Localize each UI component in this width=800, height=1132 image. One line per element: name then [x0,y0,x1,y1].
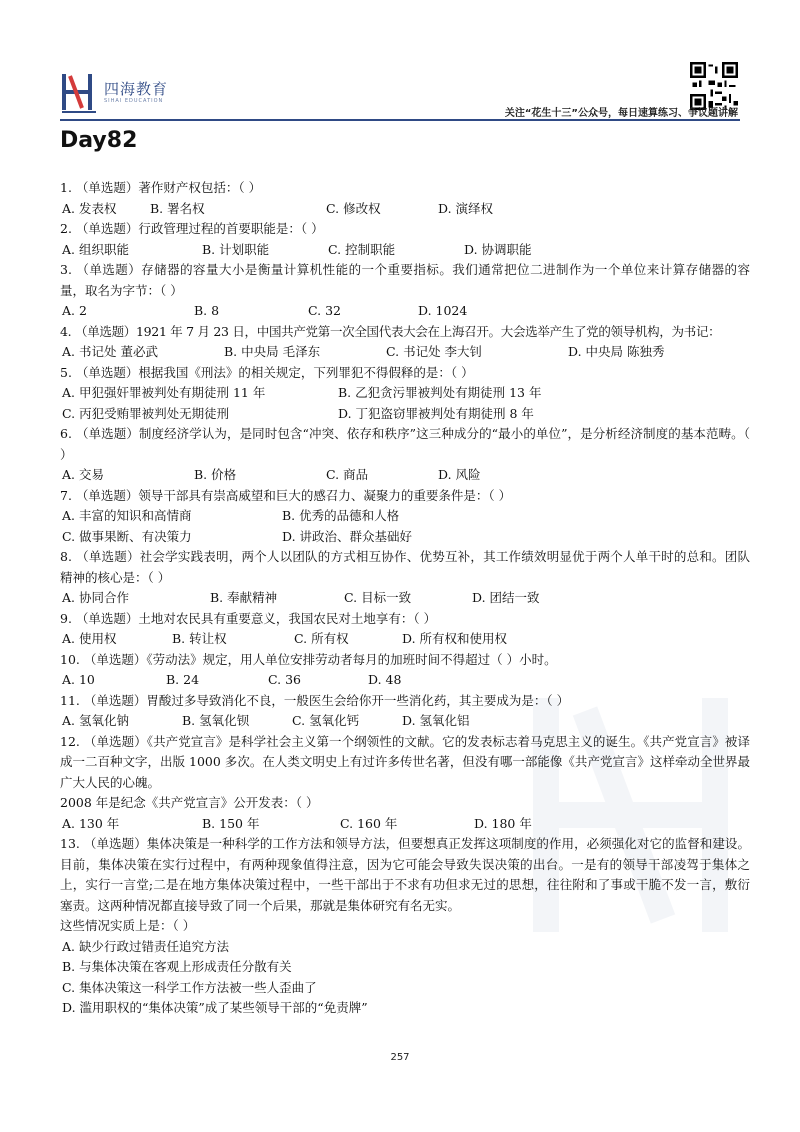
option-row [60,588,750,609]
logo-mark-icon [60,68,100,116]
question-12 [60,732,750,835]
question-8 [60,547,750,609]
option-c: C. 书记处 李大钊 [386,344,483,359]
option-row [60,814,750,835]
question-stem: 11. （单选题）胃酸过多导致消化不良，一般医生会给你开一些消化药，其主要成为是：（ ） [60,692,570,708]
option-a: A. 缺少行政过错责任追究方法 [62,938,229,954]
option-d: D. 所有权和使用权 [402,631,508,646]
option-c: C. 所有权 [294,631,349,646]
option-a: A. 发表权 [62,200,117,216]
option-c: C. 36 [268,672,301,687]
question-list [60,178,750,1019]
qr-code-icon [690,62,738,110]
question-7 [60,486,750,548]
option-b: B. 价格 [194,467,237,482]
option-a: A. 书记处 董必武 [62,344,158,359]
option-c: C. 商品 [326,467,369,482]
option-b: B. 奉献精神 [210,590,278,605]
option-d: D. 180 年 [474,815,532,831]
option-d: D. 1024 [418,303,468,318]
option-b: B. 优秀的品德和人格 [282,508,400,523]
option-c: C. 160 年 [340,815,398,831]
option-d: D. 48 [368,672,402,687]
question-stem-continued: 2008 年是纪念《共产党宣言》公开发表：（ ） [60,795,319,810]
option-row [60,404,750,425]
option-row [60,465,750,486]
option-a: A. 协同合作 [62,590,129,605]
option-c: C. 集体决策这一科学工作方法被一些人歪曲了 [62,979,317,995]
question-2 [60,219,750,260]
option-row [60,199,750,220]
page-number: 257 [390,1052,410,1063]
option-d: D. 丁犯盗窃罪被判处有期徒刑 8 年 [338,405,534,421]
option-b: B. 中央局 毛泽东 [224,344,321,359]
option-row [60,629,750,650]
option-row [60,711,750,732]
option-b: B. 氢氧化钡 [182,713,250,728]
option-d: D. 中央局 陈独秀 [568,344,665,359]
question-stem: 10. （单选题）《劳动法》规定，用人单位安排劳动者每月的加班时间不得超过（ ）小时。 [60,651,557,667]
option-row [60,670,750,691]
option-row [60,527,750,548]
option-a: A. 2 [62,303,87,318]
option-b: B. 转让权 [172,631,227,646]
option-c: C. 丙犯受贿罪被判处无期徒刑 [62,405,230,421]
option-b: B. 署名权 [150,200,205,216]
header-divider [60,119,740,121]
question-1 [60,178,750,219]
option-d: D. 团结一致 [472,590,540,605]
option-a: A. 10 [62,672,95,687]
option-row [60,342,750,363]
question-stem-continued: 这些情况实质上是：（ ） [60,918,196,933]
option-b: B. 8 [194,303,220,318]
logo [60,68,180,118]
logo-text: 四海教育 [104,80,169,98]
question-6 [60,424,750,486]
question-10 [60,650,750,691]
option-d: D. 风险 [438,467,481,482]
option-b: B. 乙犯贪污罪被判处有期徒刑 13 年 [338,385,542,400]
question-stem: 13. （单选题）集体决策是一种科学的工作方法和领导方法，但要想真正发挥这项制度的作用，必须强化对它的监督和建设。目前，集体决策在实行过程中，有两种现象值得注意，因为它可能会导致失误决策的出台。一是有的领导干部凌驾于集体之上，实行一言堂;二是在地方集体决策过程中，一些干部出于不求有功但求无过的思想，往往附和了事或干脆不发一言，敷衍塞责。这两种情况都直接导致了同一个后果，那就是集体研究有名无实。 [60,836,750,913]
option-a: A. 130 年 [62,815,120,831]
option-c: C. 32 [308,303,341,318]
option-row [60,301,750,322]
question-5 [60,363,750,425]
page-title: Day82 [60,128,138,153]
option-a: A. 甲犯强奸罪被判处有期徒刑 11 年 [62,385,266,400]
option-d: D. 协调职能 [464,241,532,257]
question-stem: 2. （单选题）行政管理过程的首要职能是：（ ） [60,221,324,236]
question-stem: 6. （单选题）制度经济学认为，是同时包含“冲突、依存和秩序”这三种成分的“最小的单位”，是分析经济制度的基本范畴。（ ） [60,426,750,462]
question-stem: 3. （单选题）存储器的容量大小是衡量计算机性能的一个重要指标。我们通常把位二进制作为一个单位来计算存储器的容量，取名为字节：（ ） [60,262,750,298]
question-stem: 9. （单选题）土地对农民具有重要意义，我国农民对土地享有：（ ） [60,610,437,626]
option-row [60,506,750,527]
question-stem: 5. （单选题）根据我国《刑法》的相关规定，下列罪犯不得假释的是：（ ） [60,364,474,380]
follow-text: 关注“花生十三”公众号，每日速算练习、争议题讲解 [504,108,738,119]
question-4 [60,322,750,363]
question-stem: 12. （单选题）《共产党宣言》是科学社会主义第一个纲领性的文献。它的发表标志着马克思主义的诞生。《共产党宣言》被译成一二百种文字，出版 1000 多次。在人类文明史上有过许多传世名著，但没有哪一部能像《共产党宣言》这样牵动全世界最广大人民的心魄。 [60,733,750,790]
option-c: C. 修改权 [326,200,381,216]
option-d: D. 演绎权 [438,200,494,216]
question-stem: 8. （单选题）社会学实践表明，两个人以团队的方式相互协作、优势互补，其工作绩效明显优于两个人单干时的总和。团队精神的核心是：（ ） [60,549,750,585]
option-b: B. 24 [166,672,200,687]
option-row [60,240,750,261]
question-13 [60,834,750,1019]
option-c: C. 目标一致 [344,590,412,605]
option-c: C. 氢氧化钙 [292,713,360,728]
logo-subtext: SIHAI EDUCATION [104,98,164,104]
question-stem: 4. （单选题）1921 年 7 月 23 日，中国共产党第一次全国代表大会在上海召开。大会选举产生了党的领导机构，为书记： [60,323,721,339]
question-11 [60,691,750,732]
question-9 [60,609,750,650]
option-d: D. 讲政治、群众基础好 [282,528,413,544]
question-stem: 7. （单选题）领导干部具有崇高威望和巨大的感召力、凝聚力的重要条件是：（ ） [60,487,512,503]
option-a: A. 氢氧化钠 [62,713,129,728]
option-a: A. 使用权 [62,631,117,646]
option-a: A. 组织职能 [62,241,129,257]
question-3 [60,260,750,322]
option-d: D. 氢氧化铝 [402,713,470,728]
option-b: B. 与集体决策在客观上形成责任分散有关 [62,959,292,974]
option-c: C. 控制职能 [328,241,396,257]
option-a: A. 丰富的知识和高情商 [62,508,192,523]
option-d: D. 滥用职权的“集体决策”成了某些领导干部的“免责牌” [62,1000,368,1015]
option-b: B. 150 年 [202,815,260,831]
option-b: B. 计划职能 [202,241,270,257]
option-c: C. 做事果断、有决策力 [62,528,192,544]
option-row [60,383,750,404]
option-a: A. 交易 [62,467,104,482]
question-stem: 1. （单选题）著作财产权包括：（ ） [60,180,262,195]
